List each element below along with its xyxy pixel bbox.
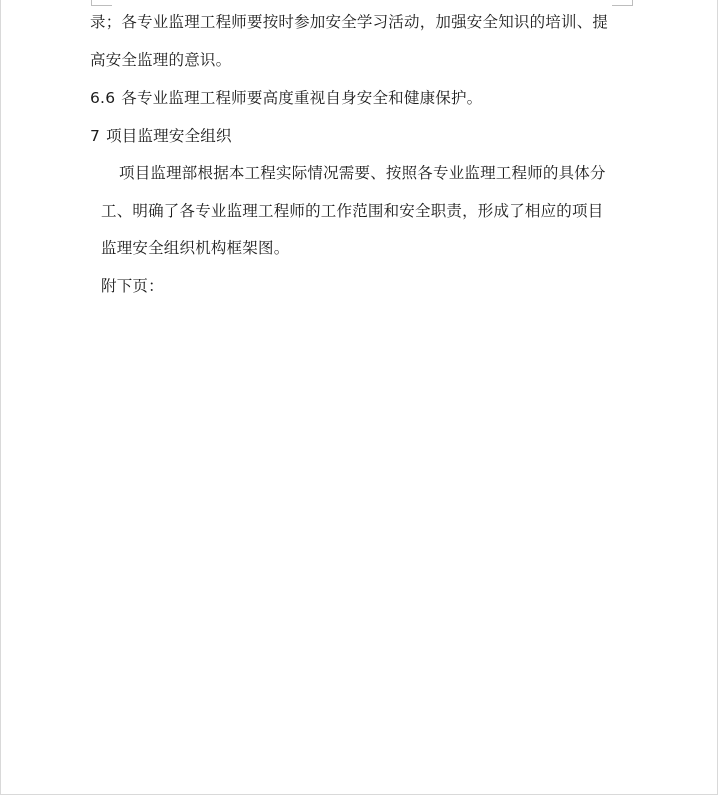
paragraph-6-5-line-1: 录；各专业监理工程师要按时参加安全学习活动，加强安全知识的培训、提: [90, 13, 609, 31]
section-7-heading: [90, 126, 232, 146]
body-paragraph-line-2: 工、明确了各专业监理工程师的工作范围和安全职责，形成了相应的项目: [101, 202, 604, 220]
item-6-6-number: 6.6: [90, 89, 116, 107]
item-6-6-text: 各专业监理工程师要高度重视自身安全和健康保护。: [121, 89, 483, 107]
section-7-title: 项目监理安全组织: [106, 127, 232, 145]
see-next-page-note: 附下页：: [101, 277, 164, 295]
body-paragraph-line-1: 项目监理部根据本工程实际情况需要、按照各专业监理工程师的具体分: [119, 164, 606, 182]
paragraph-6-5-line-2: 高安全监理的意识。: [90, 51, 232, 69]
section-7-number: 7: [90, 127, 101, 145]
item-6-6: [90, 88, 482, 108]
page-corner-mark-left: [91, 0, 112, 6]
body-paragraph-line-3: 监理安全组织机构框架图。: [101, 239, 290, 257]
page-corner-mark-right: [612, 0, 633, 6]
